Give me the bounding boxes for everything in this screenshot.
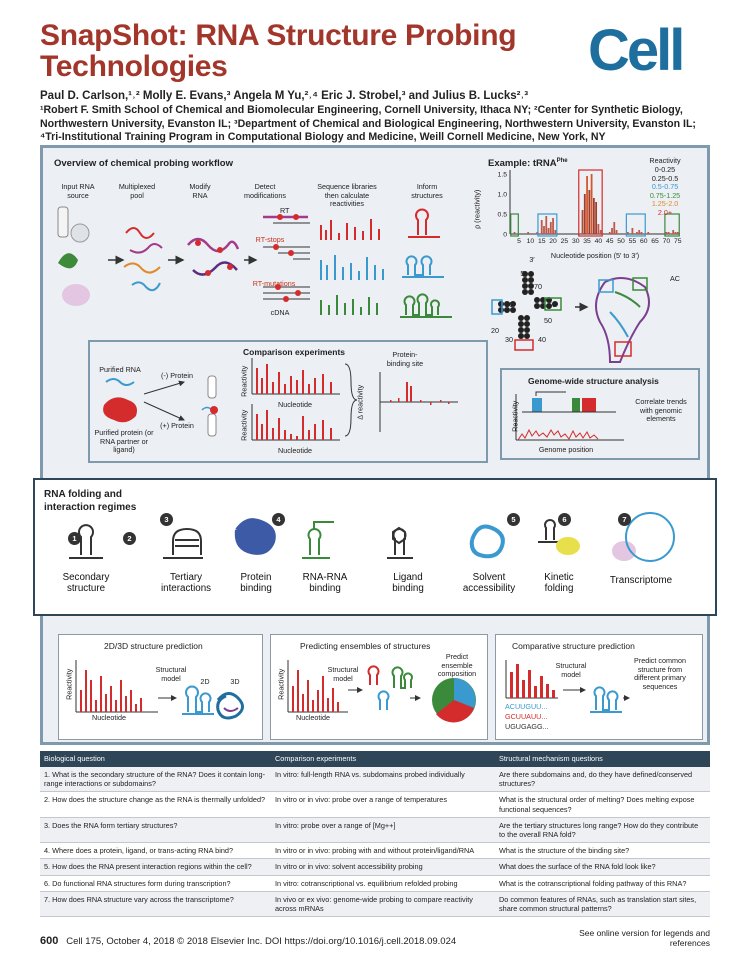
trna-bar (514, 232, 516, 234)
citation: Cell 175, October 4, 2018 © 2018 Elsevier Inc. DOI https://doi.org/10.1016/j.cell.2018.09.024 (66, 936, 457, 947)
genome-ylabel: Reactivity (510, 400, 520, 432)
regime-number-badge: 4 (272, 513, 285, 526)
regime-label: Transcriptome (609, 575, 673, 586)
regime-label: Tertiary interactions (160, 572, 212, 594)
trna-bar (541, 220, 543, 234)
trna-ytick: 0 (503, 231, 507, 239)
legend-entry: 2.0+ (657, 207, 673, 217)
mechanism-cell: What is the structural order of melting? Does melting expose functional sequences? (495, 792, 710, 817)
trna-pos60: 60 (548, 300, 556, 309)
legend-entry: 0.25-0.5 (651, 173, 679, 183)
prediction-title-3: Comparative structure prediction (512, 641, 635, 651)
trna-title-text: Example: tRNA (488, 158, 557, 170)
affiliation-2: Northwestern University, Evanston IL; ³Department of Chemical and Biological Engineering, Northwestern University, Evanston IL; (40, 117, 696, 130)
trna-xtick: 50 (617, 238, 625, 245)
trna-bar (588, 190, 590, 234)
mechanism-cell: What is the structure of the binding site? (495, 843, 710, 859)
table-header-experiments: Comparison experiments (271, 751, 495, 767)
trna-bar (632, 228, 634, 234)
trna-ytick: 0.5 (497, 211, 507, 219)
trna-bar (638, 230, 640, 234)
mechanism-cell: What is the cotranscriptional folding pathway of this RNA? (495, 875, 710, 891)
purified-protein-label: Purified protein (or RNA partner or ligand) (94, 428, 154, 455)
trna-xtick: 35 (583, 238, 591, 245)
seq-1: ACUUGUU... (505, 702, 548, 711)
question-cell: 6. Do functional RNA structures form during transcription? (40, 875, 271, 891)
title: SnapShot: RNA Structure Probing Technologies (40, 19, 517, 83)
prediction-title-1: 2D/3D structure prediction (104, 641, 203, 651)
table-header-mechanism: Structural mechanism questions (495, 751, 710, 767)
mechanism-cell: Are there subdomains and, do they have defined/conserved structures? (495, 767, 710, 792)
see-online-note: See online version for legends and references (579, 928, 710, 948)
trna-pos10: 10 (505, 300, 513, 309)
mechanism-cell: What does the surface of the RNA fold look like? (495, 859, 710, 875)
p1-nucleotide: Nucleotide (92, 713, 126, 722)
trna-xtick: 45 (605, 238, 614, 245)
question-cell: 7. How does RNA structure vary across the transcriptome? (40, 891, 271, 916)
trna-pos50: 50 (544, 316, 552, 325)
trna-bar (527, 232, 529, 234)
question-cell: 3. Does the RNA form tertiary structures? (40, 817, 271, 842)
trna-bar (591, 174, 593, 234)
trna-xtick: 20 (549, 238, 557, 245)
nucleotide-axis-bottom: Nucleotide (278, 446, 312, 455)
page-number: 600 (40, 935, 59, 947)
table-row (40, 843, 710, 859)
question-cell: 5. How does the RNA present interaction regions within the cell? (40, 859, 271, 875)
p2-reactivity: Reactivity (276, 668, 286, 700)
trna-bar (616, 230, 618, 234)
trna-bar (598, 224, 600, 234)
trna-bar (613, 222, 615, 234)
regime-icon (383, 510, 443, 565)
trna-pos30: 30 (505, 335, 513, 344)
reactivity-legend (640, 166, 690, 218)
experiment-cell: In vitro: full-length RNA vs. subdomains probed individually (271, 767, 495, 792)
mechanism-cell: Do common features of RNAs, such as translation start sites, share common structural patterns? (495, 891, 710, 916)
journal-logo: Cell (588, 18, 683, 83)
affiliation-3: ⁴Tri-Institutional Training Program in Computational Biology and Medicine, Weill Cornell Medicine, New York, NY (40, 131, 606, 144)
trna-xtick: 10 (526, 238, 535, 245)
trna-bar (641, 232, 643, 234)
trna-ylabel: ρ (reactivity) (472, 189, 482, 229)
experiment-cell: In vitro or in vivo: probing with and without protein/ligand/RNA (271, 843, 495, 859)
trna-bar (672, 230, 674, 234)
trna-ytick: 1.0 (497, 191, 507, 199)
trna-ytick: 1.5 (497, 171, 507, 179)
regime-label: RNA-RNA binding (302, 572, 348, 594)
genome-correlate: Correlate trends with genomic elements (635, 397, 687, 424)
trna-xtick: 40 (594, 238, 603, 245)
trna-xtick: 65 (651, 238, 659, 245)
trna-region-box (538, 214, 557, 236)
trna-bar (677, 232, 679, 234)
minus-protein-label: (-) Protein (161, 371, 193, 380)
step-sequence: Sequence libraries then calculate reactivities (317, 182, 377, 209)
regime-number-badge: 5 (507, 513, 520, 526)
regime-number-badge: 3 (160, 513, 173, 526)
trna-bar (675, 232, 677, 234)
trna-xtick: 30 (571, 238, 580, 245)
trna-xtick: 15 (537, 238, 546, 245)
step-modify: Modify RNA (189, 182, 211, 200)
regime-label: Secondary structure (62, 572, 110, 594)
genome-title: Genome-wide structure analysis (528, 376, 659, 386)
regime-label: Solvent accessibility (462, 572, 516, 594)
experiment-cell: In vitro or in vivo: probe over a range of temperatures (271, 792, 495, 817)
step-input: Input RNA source (61, 182, 95, 200)
trna-bar (548, 228, 550, 234)
genome-plot (516, 390, 626, 446)
table-row (40, 875, 710, 891)
p3-predict-common: Predict common structure from different primary sequences (634, 656, 686, 691)
trna-bar (545, 216, 547, 234)
comparison-title: Comparison experiments (243, 347, 346, 357)
trna-bar (611, 228, 613, 234)
p2-predict-ensemble: Predict ensemble composition (437, 652, 477, 679)
p3-structural-model: Structural model (555, 661, 587, 679)
experiment-cell: In vitro: cotranscriptional vs. equilibrium refolded probing (271, 875, 495, 891)
trna-pos70: 70 (534, 282, 542, 291)
p1-structural-model: Structural model (155, 665, 187, 683)
trna-bar (668, 232, 670, 234)
trna-bar (595, 202, 597, 234)
trna-bar (666, 232, 668, 234)
experiment-cell: In vitro or in vivo: solvent accessibility probing (271, 859, 495, 875)
regime-label: Ligand binding (392, 572, 424, 594)
workflow-illustration (48, 205, 468, 325)
genome-xlabel: Genome position (538, 445, 594, 454)
authors: Paul D. Carlson,¹˒² Molly E. Evans,³ Angela M Yu,²˒⁴ Eric J. Strobel,³ and Julius B. Lucks²˒³ (40, 90, 529, 102)
table-row (40, 817, 710, 842)
rt-mutations-label: RT-mutations (252, 279, 296, 288)
trna-bar (586, 176, 588, 234)
regime-number-badge: 7 (618, 513, 631, 526)
trna-3prime: 3′ (529, 255, 535, 264)
legend-entry: 0.75-1.25 (649, 190, 681, 200)
mechanism-cell: Are the tertiary structures long range? How do they contribute to the overall RNA fold? (495, 817, 710, 842)
table-row (40, 859, 710, 875)
p2-structural-model: Structural model (327, 665, 359, 683)
trna-bar (550, 222, 552, 234)
trna-bar (636, 232, 638, 234)
p1-reactivity: Reactivity (64, 668, 74, 700)
trna-xtick: 70 (662, 238, 671, 245)
trna-bar (593, 198, 595, 234)
step-pool: Multiplexed pool (118, 182, 156, 200)
reactivity-axis-top: Reactivity (239, 365, 249, 397)
prediction-illustrations (58, 650, 703, 740)
table-row (40, 767, 710, 792)
trna-bar (627, 232, 629, 234)
trna-bar (584, 194, 586, 234)
regime-number-badge: 2 (123, 532, 136, 545)
regime-label: Kinetic folding (544, 572, 574, 594)
trna-xlabel: Nucleotide position (5′ to 3′) (550, 251, 640, 260)
plus-protein-label: (+) Protein (160, 421, 194, 430)
question-cell: 4. Where does a protein, ligand, or trans-acting RNA bind? (40, 843, 271, 859)
trna-xtick: 60 (639, 238, 648, 245)
experiment-cell: In vitro: probe over a range of [Mg++] (271, 817, 495, 842)
regime-icon (300, 510, 360, 565)
trna-pos40: 40 (538, 335, 546, 344)
table-row (40, 792, 710, 817)
trna-xtick: 55 (628, 238, 637, 245)
rt-label: RT (280, 206, 290, 215)
trna-title-sup: Phe (556, 158, 568, 164)
seq-3: UGUGAGG... (505, 722, 549, 731)
table-header-question: Biological question (40, 751, 271, 767)
step-detect: Detect modifications (244, 182, 286, 200)
regimes-title: RNA folding and interaction regimes (44, 489, 137, 513)
p1-2d: 2D (200, 677, 210, 686)
legend-entry: 1.25-2.0 (651, 199, 679, 209)
table-row (40, 891, 710, 916)
p1-3d: 3D (230, 677, 240, 686)
workflow-title: Overview of chemical probing workflow (54, 158, 233, 169)
legend-entry: 0-0.25 (654, 165, 676, 174)
comparison-illustration (96, 380, 236, 440)
rt-stops-label: RT-stops (255, 235, 285, 244)
question-cell: 1. What is the secondary structure of the RNA? Does it contain long-range interactions or subdomains? (40, 767, 271, 792)
step-inform: Inform structures (411, 182, 443, 200)
p2-nucleotide: Nucleotide (296, 713, 330, 722)
author-block (40, 89, 730, 145)
regime-number-badge: 1 (68, 532, 81, 545)
legend-title: Reactivity (649, 156, 681, 165)
legend-entry: 0.5-0.75 (651, 182, 679, 192)
trna-title (488, 158, 568, 169)
reactivity-axis-bottom: Reactivity (239, 409, 249, 441)
trna-xtick: 25 (560, 238, 569, 245)
trna-bar (582, 210, 584, 234)
footer (40, 935, 456, 947)
trna-xtick: 75 (673, 238, 682, 245)
trna-bar (609, 232, 611, 234)
question-cell: 2. How does the structure change as the RNA is thermally unfolded? (40, 792, 271, 817)
trna-bar (552, 218, 554, 234)
questions-table (40, 751, 710, 917)
trna-xtick: 5 (517, 238, 521, 245)
trna-bar (543, 226, 545, 234)
seq-2: GCUUAUU... (505, 712, 548, 721)
cdna-label: cDNA (270, 308, 290, 317)
nucleotide-axis-top: Nucleotide (278, 400, 312, 409)
experiment-cell: In vivo or ex vivo: genome-wide probing to compare reactivity across mRNAs (271, 891, 495, 916)
trna-ac-label: AC (670, 274, 680, 283)
trna-5prime: 5′ (520, 269, 526, 278)
trna-bar (554, 230, 556, 234)
delta-reactivity-label: Δ reactivity (355, 384, 365, 420)
regime-number-badge: 6 (558, 513, 571, 526)
regime-label: Protein binding (240, 572, 272, 594)
trna-pos20: 20 (491, 326, 499, 335)
trna-bar (647, 232, 649, 234)
table-body (40, 767, 710, 917)
trna-bar (600, 230, 602, 234)
prediction-title-2: Predicting ensembles of structures (300, 641, 431, 651)
binding-site-label: Protein-binding site (386, 350, 424, 368)
purified-rna-label: Purified RNA (99, 365, 141, 374)
affiliation-1: ¹Robert F. Smith School of Chemical and Biomolecular Engineering, Cornell University, Ithaca NY; ²Center for Synthetic Biology, (40, 104, 683, 116)
